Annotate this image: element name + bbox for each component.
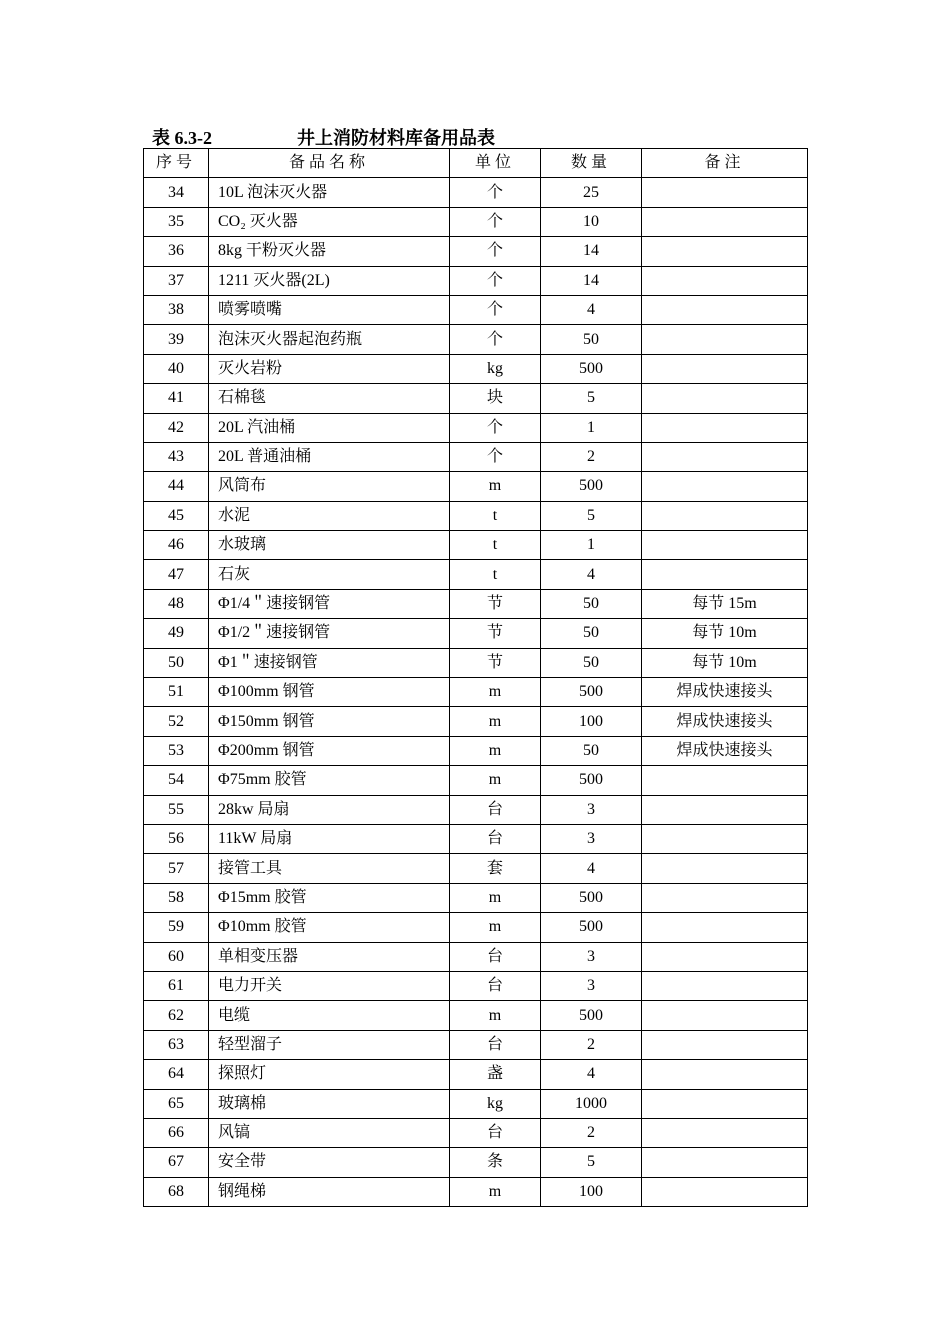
cell-unit: t (450, 531, 541, 560)
cell-name: Φ150mm 钢管 (209, 707, 450, 736)
table-body (144, 178, 808, 1207)
table-row (144, 619, 808, 648)
cell-qty: 100 (541, 707, 642, 736)
cell-qty: 2 (541, 1030, 642, 1059)
cell-unit: 盏 (450, 1060, 541, 1089)
cell-name: 钢绳梯 (209, 1177, 450, 1206)
cell-name: 玻璃棉 (209, 1089, 450, 1118)
header-qty: 数量 (541, 149, 642, 178)
cell-unit: 台 (450, 1118, 541, 1147)
cell-name: 20L 普通油桶 (209, 442, 450, 471)
cell-remark (642, 913, 808, 942)
cell-name: Φ15mm 胶管 (209, 883, 450, 912)
cell-qty: 3 (541, 824, 642, 853)
cell-remark (642, 354, 808, 383)
cell-seq: 49 (144, 619, 209, 648)
cell-qty: 14 (541, 266, 642, 295)
cell-name: 1211 灭火器(2L) (209, 266, 450, 295)
cell-remark: 焊成快速接头 (642, 707, 808, 736)
cell-seq: 50 (144, 648, 209, 677)
table-row (144, 207, 808, 236)
cell-unit: t (450, 501, 541, 530)
cell-seq: 48 (144, 589, 209, 618)
cell-unit: 个 (450, 325, 541, 354)
cell-name: 20L 汽油桶 (209, 413, 450, 442)
cell-seq: 38 (144, 295, 209, 324)
cell-unit: 个 (450, 295, 541, 324)
cell-name: 电力开关 (209, 971, 450, 1000)
table-row (144, 648, 808, 677)
table-row (144, 266, 808, 295)
cell-remark (642, 442, 808, 471)
cell-qty: 4 (541, 1060, 642, 1089)
cell-remark (642, 207, 808, 236)
table-row (144, 531, 808, 560)
cell-qty: 3 (541, 971, 642, 1000)
cell-name: Φ1/4＂速接钢管 (209, 589, 450, 618)
header-unit: 单位 (450, 149, 541, 178)
cell-qty: 50 (541, 325, 642, 354)
cell-qty: 50 (541, 589, 642, 618)
table-row (144, 707, 808, 736)
cell-seq: 53 (144, 736, 209, 765)
cell-remark (642, 1030, 808, 1059)
cell-remark (642, 384, 808, 413)
cell-seq: 44 (144, 472, 209, 501)
cell-seq: 51 (144, 678, 209, 707)
header-name: 备品名称 (209, 149, 450, 178)
cell-name: 探照灯 (209, 1060, 450, 1089)
cell-remark (642, 560, 808, 589)
table-row (144, 1060, 808, 1089)
cell-name: 8kg 干粉灭火器 (209, 237, 450, 266)
table-row (144, 560, 808, 589)
cell-seq: 35 (144, 207, 209, 236)
cell-seq: 56 (144, 824, 209, 853)
cell-name: Φ1＂速接钢管 (209, 648, 450, 677)
cell-qty: 1000 (541, 1089, 642, 1118)
cell-seq: 61 (144, 971, 209, 1000)
cell-remark (642, 501, 808, 530)
cell-remark: 焊成快速接头 (642, 678, 808, 707)
cell-unit: m (450, 678, 541, 707)
cell-remark (642, 883, 808, 912)
table-row (144, 178, 808, 207)
cell-unit: kg (450, 354, 541, 383)
cell-remark: 焊成快速接头 (642, 736, 808, 765)
header-remark: 备注 (642, 149, 808, 178)
cell-seq: 66 (144, 1118, 209, 1147)
spare-parts-table (143, 148, 808, 1207)
cell-qty: 500 (541, 913, 642, 942)
cell-seq: 39 (144, 325, 209, 354)
cell-remark (642, 766, 808, 795)
cell-unit: kg (450, 1089, 541, 1118)
cell-remark (642, 942, 808, 971)
cell-seq: 41 (144, 384, 209, 413)
cell-unit: 节 (450, 589, 541, 618)
cell-remark (642, 854, 808, 883)
cell-qty: 5 (541, 1148, 642, 1177)
table-row (144, 1030, 808, 1059)
table-caption (152, 124, 495, 150)
cell-qty: 5 (541, 384, 642, 413)
cell-unit: m (450, 472, 541, 501)
table-row (144, 1148, 808, 1177)
table-row (144, 883, 808, 912)
cell-unit: m (450, 736, 541, 765)
cell-qty: 500 (541, 1001, 642, 1030)
cell-seq: 62 (144, 1001, 209, 1030)
cell-qty: 4 (541, 295, 642, 324)
cell-unit: 个 (450, 237, 541, 266)
cell-name: 11kW 局扇 (209, 824, 450, 853)
cell-qty: 500 (541, 354, 642, 383)
cell-unit: 台 (450, 971, 541, 1000)
cell-unit: m (450, 1001, 541, 1030)
cell-qty: 10 (541, 207, 642, 236)
cell-unit: m (450, 1177, 541, 1206)
cell-remark (642, 1060, 808, 1089)
cell-name: Φ75mm 胶管 (209, 766, 450, 795)
cell-qty: 1 (541, 413, 642, 442)
cell-unit: 台 (450, 1030, 541, 1059)
header-seq: 序号 (144, 149, 209, 178)
cell-seq: 37 (144, 266, 209, 295)
table-row (144, 971, 808, 1000)
cell-seq: 34 (144, 178, 209, 207)
table-row (144, 913, 808, 942)
cell-remark (642, 178, 808, 207)
table-title: 井上消防材料库备用品表 (297, 128, 495, 148)
table-row (144, 795, 808, 824)
cell-name: 单相变压器 (209, 942, 450, 971)
cell-qty: 14 (541, 237, 642, 266)
cell-remark (642, 1001, 808, 1030)
cell-qty: 50 (541, 648, 642, 677)
cell-seq: 47 (144, 560, 209, 589)
cell-qty: 1 (541, 531, 642, 560)
cell-name: 10L 泡沫灭火器 (209, 178, 450, 207)
cell-name: Φ10mm 胶管 (209, 913, 450, 942)
cell-seq: 60 (144, 942, 209, 971)
table-row (144, 325, 808, 354)
cell-qty: 500 (541, 883, 642, 912)
table-row (144, 942, 808, 971)
table-row (144, 237, 808, 266)
cell-remark (642, 531, 808, 560)
cell-qty: 50 (541, 736, 642, 765)
table-row (144, 1177, 808, 1206)
cell-unit: 个 (450, 178, 541, 207)
cell-unit: 块 (450, 384, 541, 413)
table-row (144, 1118, 808, 1147)
table-row (144, 413, 808, 442)
cell-unit: 个 (450, 413, 541, 442)
cell-unit: 个 (450, 442, 541, 471)
table-number: 表 6.3-2 (152, 128, 212, 148)
cell-unit: t (450, 560, 541, 589)
table-row (144, 354, 808, 383)
cell-qty: 500 (541, 472, 642, 501)
cell-unit: 套 (450, 854, 541, 883)
cell-name: 喷雾喷嘴 (209, 295, 450, 324)
cell-name: 风镐 (209, 1118, 450, 1147)
cell-unit: 台 (450, 795, 541, 824)
cell-remark (642, 1089, 808, 1118)
cell-name: 28kw 局扇 (209, 795, 450, 824)
table-row (144, 854, 808, 883)
cell-unit: 节 (450, 619, 541, 648)
cell-unit: 台 (450, 942, 541, 971)
cell-unit: m (450, 766, 541, 795)
table-row (144, 589, 808, 618)
cell-remark (642, 795, 808, 824)
cell-name: 轻型溜子 (209, 1030, 450, 1059)
cell-name: 电缆 (209, 1001, 450, 1030)
table-row (144, 295, 808, 324)
cell-seq: 64 (144, 1060, 209, 1089)
cell-qty: 100 (541, 1177, 642, 1206)
cell-remark: 每节 10m (642, 648, 808, 677)
cell-unit: m (450, 883, 541, 912)
table-row (144, 472, 808, 501)
cell-remark: 每节 15m (642, 589, 808, 618)
cell-qty: 5 (541, 501, 642, 530)
cell-unit: m (450, 913, 541, 942)
cell-name: 石灰 (209, 560, 450, 589)
cell-remark (642, 295, 808, 324)
cell-name: Φ200mm 钢管 (209, 736, 450, 765)
cell-remark (642, 1177, 808, 1206)
cell-seq: 45 (144, 501, 209, 530)
table-header-row (144, 149, 808, 178)
cell-name: 接管工具 (209, 854, 450, 883)
cell-name: 灭火岩粉 (209, 354, 450, 383)
cell-remark (642, 472, 808, 501)
cell-seq: 52 (144, 707, 209, 736)
cell-seq: 67 (144, 1148, 209, 1177)
cell-remark: 每节 10m (642, 619, 808, 648)
cell-name: 安全带 (209, 1148, 450, 1177)
cell-name: Φ100mm 钢管 (209, 678, 450, 707)
table-row (144, 736, 808, 765)
cell-seq: 65 (144, 1089, 209, 1118)
cell-name: 石棉毯 (209, 384, 450, 413)
table-row (144, 824, 808, 853)
cell-remark (642, 325, 808, 354)
cell-qty: 4 (541, 560, 642, 589)
cell-qty: 500 (541, 766, 642, 795)
cell-seq: 59 (144, 913, 209, 942)
cell-qty: 25 (541, 178, 642, 207)
cell-name: 水泥 (209, 501, 450, 530)
cell-unit: 节 (450, 648, 541, 677)
cell-seq: 55 (144, 795, 209, 824)
cell-seq: 68 (144, 1177, 209, 1206)
table-row (144, 678, 808, 707)
cell-seq: 46 (144, 531, 209, 560)
table-row (144, 1001, 808, 1030)
cell-qty: 2 (541, 1118, 642, 1147)
cell-remark (642, 1118, 808, 1147)
cell-remark (642, 413, 808, 442)
cell-qty: 3 (541, 795, 642, 824)
cell-seq: 40 (144, 354, 209, 383)
cell-unit: 个 (450, 266, 541, 295)
cell-seq: 57 (144, 854, 209, 883)
cell-seq: 54 (144, 766, 209, 795)
cell-name: 泡沫灭火器起泡药瓶 (209, 325, 450, 354)
table-row (144, 766, 808, 795)
cell-name: CO₂ 灭火器 (209, 207, 450, 236)
cell-name: 风筒布 (209, 472, 450, 501)
cell-remark (642, 237, 808, 266)
table-row (144, 442, 808, 471)
cell-seq: 58 (144, 883, 209, 912)
cell-unit: 个 (450, 207, 541, 236)
cell-remark (642, 824, 808, 853)
cell-remark (642, 971, 808, 1000)
cell-name: 水玻璃 (209, 531, 450, 560)
cell-unit: 条 (450, 1148, 541, 1177)
cell-seq: 63 (144, 1030, 209, 1059)
cell-name: Φ1/2＂速接钢管 (209, 619, 450, 648)
cell-seq: 36 (144, 237, 209, 266)
cell-seq: 42 (144, 413, 209, 442)
cell-qty: 2 (541, 442, 642, 471)
table-row (144, 501, 808, 530)
cell-remark (642, 1148, 808, 1177)
cell-qty: 4 (541, 854, 642, 883)
cell-qty: 50 (541, 619, 642, 648)
cell-unit: 台 (450, 824, 541, 853)
cell-remark (642, 266, 808, 295)
cell-unit: m (450, 707, 541, 736)
cell-seq: 43 (144, 442, 209, 471)
table-row (144, 1089, 808, 1118)
cell-qty: 3 (541, 942, 642, 971)
table-row (144, 384, 808, 413)
cell-qty: 500 (541, 678, 642, 707)
